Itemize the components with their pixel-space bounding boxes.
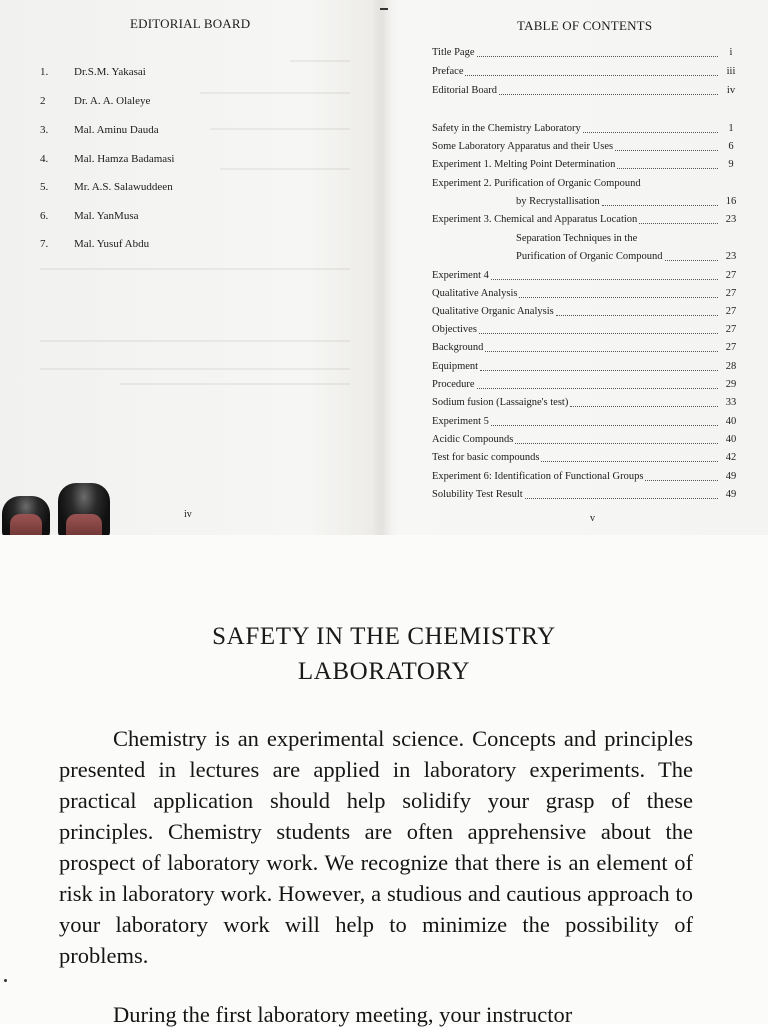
dot-leader: [525, 498, 718, 499]
bleed-through: [40, 340, 350, 342]
finger-right: [58, 483, 110, 535]
dot-leader: [583, 132, 718, 133]
toc-entry-label: Objectives: [432, 324, 477, 335]
toc-entry-label: Sodium fusion (Lassaigne's test): [432, 397, 569, 408]
bleed-through: [120, 383, 350, 385]
toc-entry-label: Experiment 3. Chemical and Apparatus Location: [432, 214, 638, 225]
toc-entry[interactable]: [432, 488, 738, 502]
toc-entry-label: Some Laboratory Apparatus and their Uses: [432, 141, 614, 152]
toc-entry[interactable]: [432, 269, 738, 283]
toc-entry[interactable]: [432, 140, 738, 154]
toc-entry-page: 23: [725, 251, 737, 262]
toc-entry-page: 42: [725, 452, 737, 463]
member-number: 6.: [40, 210, 49, 222]
member-number: 7.: [40, 238, 49, 250]
toc-entry-page: iii: [726, 66, 736, 77]
member-number: 1.: [40, 66, 49, 78]
body-paragraph: Chemistry is an experimental science. Concepts and principles presented in lectures are applied in laboratory experiments. The practical application should help solidify your grasp of these principles. Chemistry students are often apprehensive about the prospect of laboratory work. We recognize that there is an element of risk in laboratory work. However, a studious and cautious approach to your laboratory work will help to minimize the possibility of problems.: [59, 726, 693, 968]
section-heading-line2: LABORATORY: [297, 658, 471, 685]
toc-entry-page: 27: [725, 306, 737, 317]
toc-entry-page: 29: [725, 379, 737, 390]
toc-entry-page: 27: [725, 270, 737, 281]
toc-entry[interactable]: [432, 177, 738, 191]
toc-entry-continued[interactable]: [432, 232, 738, 246]
dot-leader: [519, 297, 718, 298]
toc-entry[interactable]: [432, 158, 738, 172]
member-name: Mal. Yusuf Abdu: [74, 238, 150, 250]
toc-entry-page: 16: [725, 196, 737, 207]
toc-entry-page: 40: [725, 416, 737, 427]
toc-entry[interactable]: [432, 46, 738, 60]
toc-entry-label: Purification of Organic Compound: [516, 251, 663, 262]
toc-entry-page: 9: [728, 159, 734, 170]
fingernail: [66, 514, 102, 535]
dot-leader: [570, 406, 718, 407]
member-number: 4.: [40, 153, 49, 165]
toc-entry-continued[interactable]: [432, 250, 738, 264]
member-name: Mal. Hamza Badamasi: [74, 153, 175, 165]
toc-entry-page: 6: [728, 141, 734, 152]
member-number: 5.: [40, 181, 49, 193]
dot-leader: [477, 388, 718, 389]
member-name: Mal. Aminu Dauda: [74, 124, 159, 136]
toc-entry-page: 27: [725, 288, 737, 299]
member-number: 2: [40, 95, 46, 107]
fingernail: [10, 514, 42, 535]
page-number-left: iv: [184, 509, 192, 520]
toc-entry[interactable]: [432, 341, 738, 355]
member-name: Mr. A.S. Salawuddeen: [74, 181, 173, 193]
dot-leader: [491, 425, 718, 426]
toc-entry[interactable]: [432, 378, 738, 392]
toc-entry[interactable]: [432, 415, 738, 429]
dot-leader: [602, 205, 718, 206]
toc-entry[interactable]: [432, 84, 738, 98]
dot-leader: [617, 168, 718, 169]
gutter-mark: [380, 8, 388, 10]
dot-leader: [477, 56, 719, 57]
toc-entry-label: Qualitative Organic Analysis: [432, 306, 554, 317]
toc-entry-label: Separation Techniques in the: [516, 233, 638, 244]
toc-entry-page: i: [729, 47, 733, 58]
dot-leader: [541, 461, 718, 462]
toc-entry-label: Experiment 2. Purification of Organic Compound: [432, 178, 641, 189]
toc-entry-page: 23: [725, 214, 737, 225]
dot-leader: [615, 150, 718, 151]
toc-entry[interactable]: [432, 287, 738, 301]
book-gutter: [372, 0, 392, 535]
toc-entry-label: Solubility Test Result: [432, 489, 523, 500]
toc-entry[interactable]: [432, 305, 738, 319]
bleed-through: [40, 368, 350, 370]
toc-entry-label: Acidic Compounds: [432, 434, 514, 445]
toc-entry-label: Preface: [432, 66, 464, 77]
dot-leader: [665, 260, 719, 261]
toc-entry[interactable]: [432, 65, 738, 79]
scan-speck: [4, 979, 7, 982]
toc-entry-label: Procedure: [432, 379, 475, 390]
dot-leader: [556, 315, 718, 316]
member-name: Mal. YanMusa: [74, 210, 139, 222]
dot-leader: [480, 370, 718, 371]
body-paragraph-block: [59, 723, 693, 971]
toc-entry-label: Title Page: [432, 47, 475, 58]
toc-entry-label: Experiment 4: [432, 270, 489, 281]
toc-entry-page: iv: [726, 85, 736, 96]
dot-leader: [515, 443, 718, 444]
continuation-line: During the first laboratory meeting, your instructor: [113, 1002, 573, 1027]
member-name: Dr. A. A. Olaleye: [74, 95, 151, 107]
toc-entry-label: Experiment 1. Melting Point Determination: [432, 159, 616, 170]
dot-leader: [491, 279, 718, 280]
toc-entry-page: 28: [725, 361, 737, 372]
toc-entry[interactable]: [432, 451, 738, 465]
toc-entry-page: 1: [728, 123, 734, 134]
toc-entry-continued[interactable]: [432, 195, 738, 209]
finger-left: [2, 496, 50, 535]
toc-entry-page: 27: [725, 324, 737, 335]
dot-leader: [639, 223, 718, 224]
toc-entry[interactable]: [432, 396, 738, 410]
member-number: 3.: [40, 124, 49, 136]
toc-entry-label: Qualitative Analysis: [432, 288, 518, 299]
toc-entry[interactable]: [432, 360, 738, 374]
toc-entry-label: by Recrystallisation: [516, 196, 600, 207]
toc-entry[interactable]: [432, 323, 738, 337]
toc-entry-label: Test for basic compounds: [432, 452, 540, 463]
toc-entry-label: Equipment: [432, 361, 479, 372]
dot-leader: [499, 94, 718, 95]
toc-entry-label: Editorial Board: [432, 85, 498, 96]
toc-entry-page: 27: [725, 342, 737, 353]
dot-leader: [465, 75, 718, 76]
toc-entry-page: 40: [725, 434, 737, 445]
dot-leader: [645, 480, 718, 481]
dot-leader: [485, 351, 718, 352]
toc-entry[interactable]: [432, 213, 738, 227]
dot-leader: [479, 333, 718, 334]
editorial-board-list: [40, 56, 360, 276]
toc-entry-label: Background: [432, 342, 484, 353]
toc-entry-label: Safety in the Chemistry Laboratory: [432, 123, 581, 134]
section-heading-line1: SAFETY IN THE CHEMISTRY: [212, 623, 556, 650]
toc-entry-page: 49: [725, 471, 737, 482]
toc-entry-page: 33: [725, 397, 737, 408]
toc-entry-page: 49: [725, 489, 737, 500]
toc-entry[interactable]: [432, 122, 738, 136]
toc-entry[interactable]: [432, 433, 738, 447]
toc-entry[interactable]: [432, 470, 738, 484]
toc-entry-label: Experiment 5: [432, 416, 489, 427]
editorial-board-title: EDITORIAL BOARD: [130, 16, 251, 31]
toc-title: TABLE OF CONTENTS: [517, 18, 653, 33]
toc-entry-label: Experiment 6: Identification of Functional Groups: [432, 471, 644, 482]
page-number-right: v: [590, 513, 595, 524]
safety-page: [0, 535, 768, 1027]
member-name: Dr.S.M. Yakasai: [74, 66, 146, 78]
